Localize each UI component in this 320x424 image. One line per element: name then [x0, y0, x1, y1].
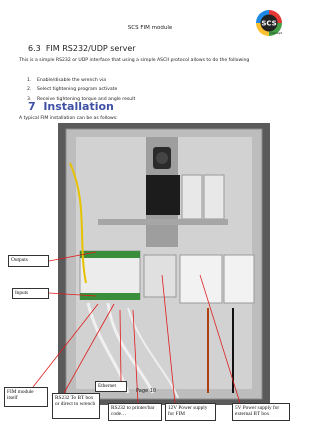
list-item: 1. Enable/disable the wrench via: [27, 78, 107, 83]
callout-outputs: Outputs: [8, 255, 49, 267]
callout-inputs: Inputs: [12, 288, 49, 299]
svg-text:SCS: SCS: [261, 19, 277, 28]
list-item: 2. Select tightening program activate: [27, 87, 118, 93]
page-header: SCS FIM module: [127, 25, 173, 31]
callout-5v-psu: 5V Power supply for external BT box: [232, 403, 290, 421]
callout-fim-module: FIM module itself: [4, 387, 48, 407]
callout-rs232-bt: RS232 To BT box or direct to wrench: [52, 393, 100, 419]
page-number: Page 10: [136, 388, 157, 394]
installation-intro: A typical FIM installation can be as follows:: [19, 116, 118, 121]
callout-ethernet: Ethernet: [95, 381, 127, 392]
section-paragraph: This is a simple RS232 or UDP interface that using a simple ASCII protocol allows to do the following: [19, 58, 250, 63]
section-heading: 6.3 FIM RS232/UDP server: [28, 44, 136, 53]
svg-text:concept: concept: [270, 31, 282, 35]
installation-photo: [58, 123, 270, 405]
callout-rs232-printer: RS232 to printer/bar code…: [108, 403, 162, 421]
list-item: 3. Receive tightening torque and angle result: [27, 96, 136, 102]
installation-heading: 7 Installation: [28, 100, 114, 113]
scs-logo-icon: [254, 8, 284, 38]
callout-12v-psu: 12V Power supply for FIM: [165, 403, 216, 421]
